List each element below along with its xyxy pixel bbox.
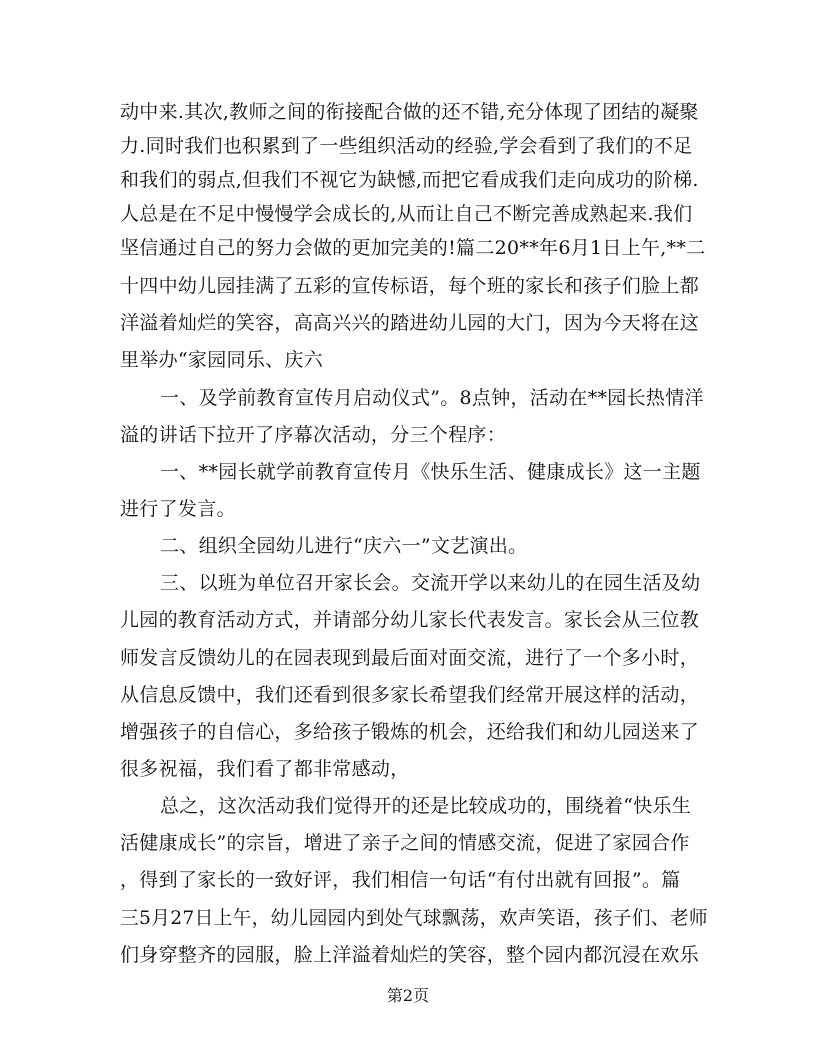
text-line: 很多祝福，我们看了都非常感动， <box>120 758 410 780</box>
text-line: 溢的讲话下拉开了序幕次活动，分三个程序： <box>120 424 507 446</box>
text-line: 力.同时我们也积累到了一些组织活动的经验,学会看到了我们的不足 <box>120 135 693 157</box>
text-line: 增强孩子的自信心，多给孩子锻炼的机会，还给我们和幼儿园送来了 <box>120 721 700 743</box>
text-line: 三5月27日上午，幼儿园园内到处气球飘荡，欢声笑语，孩子们、老师 <box>120 907 708 929</box>
text-line: 里举办“家园同乐、庆六 <box>120 349 324 371</box>
text-line: 总之，这次活动我们觉得开的还是比较成功的，围绕着“快乐生 <box>160 795 692 817</box>
text-line: 一、及学前教育宣传月启动仪式”。8点钟，活动在**园长热情洋 <box>160 387 704 409</box>
text-line: 活健康成长”的宗旨，增进了亲子之间的情感交流，促进了家园合作 <box>120 832 690 854</box>
text-line: ，得到了家长的一致好评，我们相信一句话“有付出就有回报”。篇 <box>120 869 681 891</box>
text-line: 和我们的弱点,但我们不视它为缺憾,而把它看成我们走向成功的阶梯. <box>120 169 699 191</box>
text-line: 从信息反馈中，我们还看到很多家长希望我们经常开展这样的活动， <box>120 684 700 706</box>
text-line: 二、组织全园幼儿进行“庆六一”文艺演出。 <box>160 535 528 557</box>
page-number: 第2页 <box>386 986 430 1005</box>
text-line: 三、以班为单位召开家长会。交流开学以来幼儿的在园生活及幼 <box>160 572 701 594</box>
text-line: 进行了发言。 <box>120 498 236 520</box>
text-line: 们身穿整齐的园服，脸上洋溢着灿烂的笑容，整个园内都沉浸在欢乐 <box>120 944 700 966</box>
text-line: 人总是在不足中慢慢学会成长的,从而让自己不断完善成熟起来.我们 <box>120 203 693 225</box>
text-line: 动中来.其次,教师之间的衔接配合做的还不错,充分体现了团结的凝聚 <box>120 101 699 123</box>
text-line: 儿园的教育活动方式，并请部分幼儿家长代表发言。家长会从三位教 <box>120 609 700 631</box>
text-line: 一、**园长就学前教育宣传月《快乐生活、健康成长》这一主题 <box>160 461 701 483</box>
text-line: 十四中幼儿园挂满了五彩的宣传标语，每个班的家长和孩子们脸上都 <box>120 275 700 297</box>
text-line: 坚信通过自己的努力会做的更加完美的!篇二20**年6月1日上午,**二 <box>120 237 706 259</box>
text-line: 洋溢着灿烂的笑容，高高兴兴的踏进幼儿园的大门，因为今天将在这 <box>120 312 700 334</box>
text-line: 师发言反馈幼儿的在园表现到最后面对面交流，进行了一个多小时， <box>120 647 700 669</box>
